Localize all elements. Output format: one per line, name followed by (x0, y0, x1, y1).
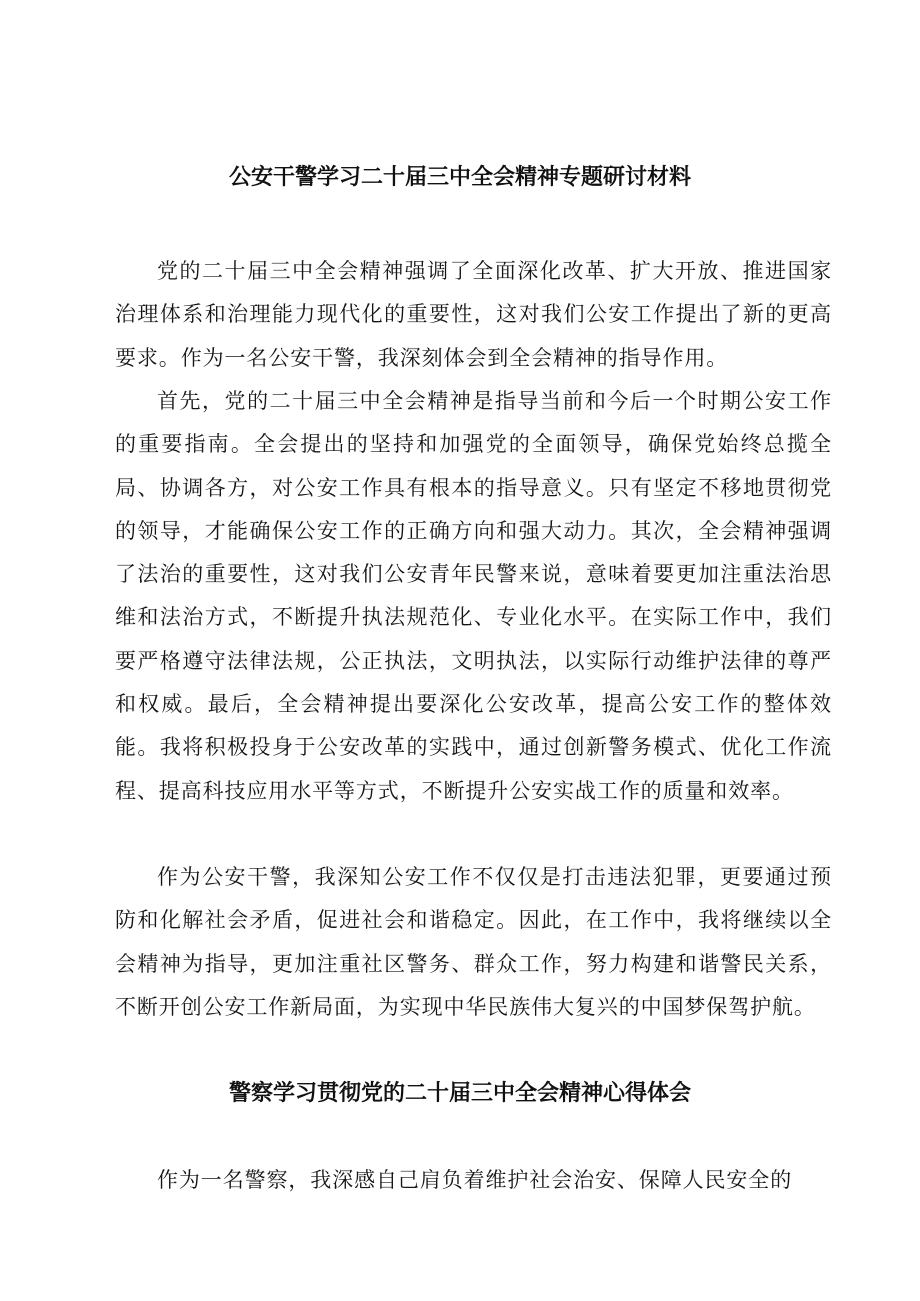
paragraph-intro: 党的二十届三中全会精神强调了全面深化改革、扩大开放、推进国家治理体系和治理能力现代化的重要性，这对我们公安工作提出了新的更高要求。作为一名公安干警，我深刻体会到全会精神的指导作用。 (115, 259, 832, 370)
paragraph-second-article-start: 作为一名警察，我深感自己肩负着维护社会治安、保障人民安全的 (157, 1168, 793, 1192)
paragraph-conclusion: 作为公安干警，我深知公安工作不仅仅是打击违法犯罪，更要通过预防和化解社会矛盾，促进社会和谐稳定。因此，在工作中，我将继续以全会精神为指导，更加注重社区警务、群众工作，努力构建和谐警民关系，不断开创公安工作新局面，为实现中华民族伟大复兴的中国梦保驾护航。 (115, 865, 832, 1019)
document-title-1: 公安干警学习二十届三中全会精神专题研讨材料 (228, 165, 691, 190)
paragraph-body: 首先，党的二十届三中全会精神是指导当前和今后一个时期公安工作的重要指南。全会提出的坚持和加强党的全面领导，确保党始终总揽全局、协调各方，对公安工作具有根本的指导意义。只有坚定不移地贯彻党的领导，才能确保公安工作的正确方向和强大动力。其次，全会精神强调了法治的重要性，这对我们公安青年民警来说，意味着要更加注重法治思维和法治方式，不断提升执法规范化、专业化水平。在实际工作中，我们要严格遵守法律法规，公正执法，文明执法，以实际行动维护法律的尊严和权威。最后，全会精神提出要深化公安改革，提高公安工作的整体效能。我将积极投身于公安改革的实践中，通过创新警务模式、优化工作流程、提高科技应用水平等方式，不断提升公安实战工作的质量和效率。 (115, 389, 832, 803)
document-title-2: 警察学习贯彻党的二十届三中全会精神心得体会 (228, 1081, 691, 1106)
